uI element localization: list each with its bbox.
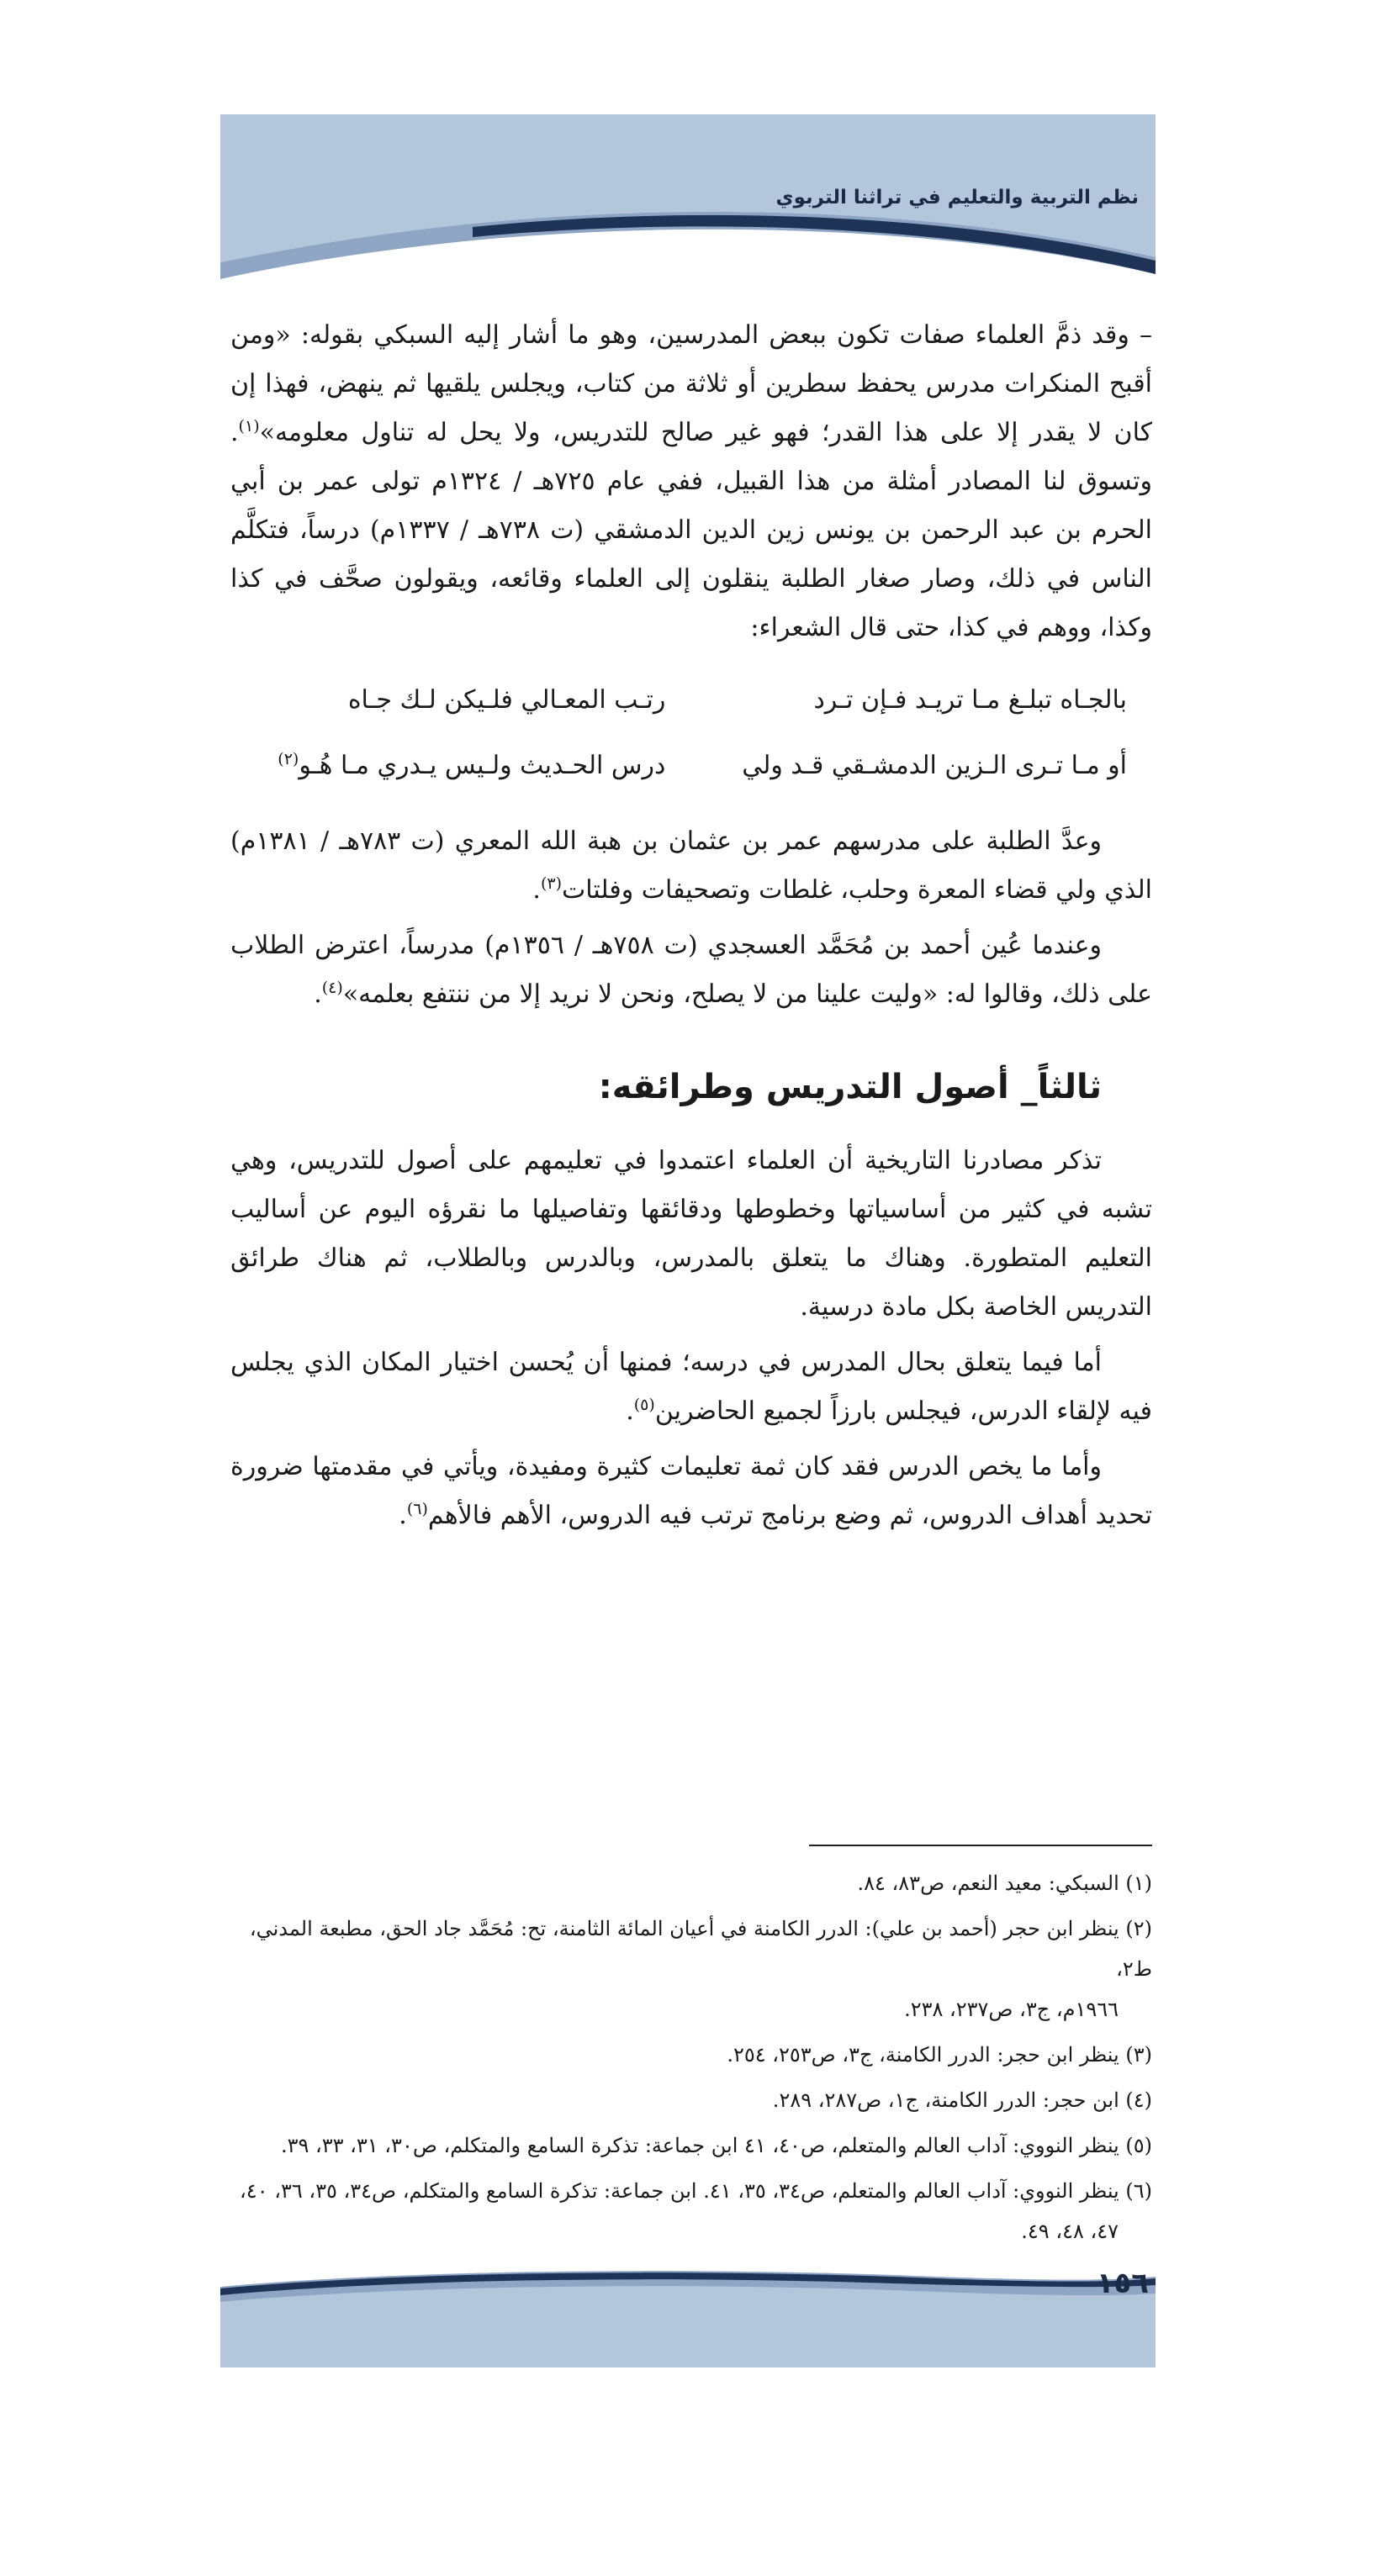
- verse-line: [272, 733, 1127, 799]
- page-number: ١٥٦: [1096, 2267, 1149, 2300]
- paragraph: تذكر مصادرنا التاريخية أن العلماء اعتمدوا في تعليمهم على أصول للتدريس، وهي تشبه في كثير من أساسياتها وخطوطها ودقائقها وتفاصيلها ما نقرؤه اليوم عن أساليب التعليم المتطورة. وهناك ما يتعلق بالمدرس، وبالدرس وبالطلاب، ثم هناك طرائق التدريس الخاصة بكل مادة درسية.: [230, 1146, 1152, 1322]
- page-footer: [220, 2263, 1156, 2367]
- footnote-ref[interactable]: (٢): [278, 750, 299, 768]
- paragraph: وعندما عُين أحمد بن مُحَمَّد العسجدي (ت ٧٥٨هـ / ١٣٥٦م) مدرساً، اعترض الطلاب على ذلك، وقالوا له: «وليت علينا من لا يصلح، ونحن لا نريد إلا من ننتفع بعلمه»$^{(٤)}$.: [230, 931, 1152, 1009]
- footnote-ref[interactable]: (٦): [406, 1500, 428, 1518]
- footer-band-graphic: [220, 2263, 1156, 2367]
- footnote: (٢) ينظر ابن حجر (أحمد بن علي): الدرر الكامنة في أعيان المائة الثامنة، تح: مُحَمَّد جاد الحق، مطبعة المدني، ط٢، ١٩٦٦م، ج٣، ص٢٣٧، ٢٣٨.: [249, 1917, 1152, 2021]
- footnote: (٤) ابن حجر: الدرر الكامنة، ج١، ص٢٨٧، ٢٨٩.: [772, 2088, 1152, 2112]
- paragraph: – وقد ذمَّ العلماء صفات تكون ببعض المدرسين، وهو ما أشار إليه السبكي بقوله: «ومن أقبح المنكرات مدرس يحفظ سطرين أو ثلاثة من كتاب، ويجلس يلقيها ثم ينهض، فهذا إن كان لا يقدر إلا على هذا القدر؛ فهو غير صالح للتدريس، ولا يحل له تناول معلومه»$^{(١)}$. وتسوق لنا المصادر أمثلة من هذا القبيل، ففي عام ٧٢٥هـ / ١٣٢٤م تولى عمر بن أبي الحرم بن عبد الرحمن بن يونس زين الدين الدمشقي (ت ٧٣٨هـ / ١٣٣٧م) درساً، فتكلَّم الناس في ذلك، وصار صغار الطلبة ينقلون إلى العلماء وقائعه، ويقولون صحَّف في كذا وكذا، ووهم في كذا، حتى قال الشعراء:: [230, 320, 1152, 642]
- paragraph: أما فيما يتعلق بحال المدرس في درسه؛ فمنها أن يُحسن اختيار المكان الذي يجلس فيه لإلقاء الدرس، فيجلس بارزاً لجميع الحاضرين$^{(٥)}$.: [230, 1348, 1152, 1426]
- running-header-title: نظم التربية والتعليم في تراثنا التربوي: [775, 187, 1139, 209]
- page-header: [220, 114, 1156, 282]
- poem-verses: [230, 668, 1152, 799]
- footnote: (١) السبكي: معيد النعم، ص٨٣، ٨٤.: [857, 1871, 1152, 1895]
- footnote: (٦) ينظر النووي: آداب العالم والمتعلم، ص٣٤، ٣٥، ٤١. ابن جماعة: تذكرة السامع والمتكلم، ص٣٤، ٣٥، ٣٦، ٤٠، ٤٧، ٤٨، ٤٩.: [240, 2179, 1152, 2243]
- footnote-ref[interactable]: (٤): [321, 979, 343, 997]
- footnote: (٥) ينظر النووي: آداب العالم والمتعلم، ص٤٠، ٤١ ابن جماعة: تذكرة السامع والمتكلم، ص٣٠، ٣١، ٣٣، ٣٩.: [280, 2134, 1152, 2157]
- footnote: (٣) ينظر ابن حجر: الدرر الكامنة، ج٣، ص٢٥٣، ٢٥٤.: [727, 2043, 1152, 2067]
- paragraph: وأما ما يخص الدرس فقد كان ثمة تعليمات كثيرة ومفيدة، ويأتي في مقدمتها ضرورة تحديد أهداف الدروس، ثم وضع برنامج ترتب فيه الدروس، الأهم فالأهم$^{(٦)}$.: [230, 1452, 1152, 1530]
- verse-hemistich: بالجـاه تبلـغ مـا تريـد فـإن تـرد: [813, 685, 1127, 715]
- footnote-ref[interactable]: (١): [238, 417, 260, 435]
- footnote-ref[interactable]: (٥): [633, 1396, 655, 1414]
- verse-line: [272, 668, 1127, 733]
- verse-hemistich: درس الحـديث ولـيس يـدري مـا هُـو$^{(٢)}$: [278, 750, 666, 780]
- footnote-ref[interactable]: (٣): [540, 874, 562, 893]
- footnotes: [220, 1863, 1152, 2257]
- verse-hemistich: أو مـا تـرى الـزين الدمشـقي قـد ولي: [742, 751, 1127, 780]
- paragraph: وعدَّ الطلبة على مدرسهم عمر بن عثمان بن هبة الله المعري (ت ٧٨٣هـ / ١٣٨١م) الذي ولي قضاء المعرة وحلب، غلطات وتصحيفات وفلتات$^{(٣)}$.: [230, 826, 1152, 905]
- footnote-separator: [809, 1845, 1152, 1846]
- book-page: [220, 114, 1156, 2367]
- main-text: [230, 311, 1152, 1547]
- verse-hemistich: رتـب المعـالي فلـيكن لـك جـاه: [347, 685, 666, 715]
- section-heading: ثالثاً_ أصول التدريس وطرائقه:: [598, 1068, 1102, 1106]
